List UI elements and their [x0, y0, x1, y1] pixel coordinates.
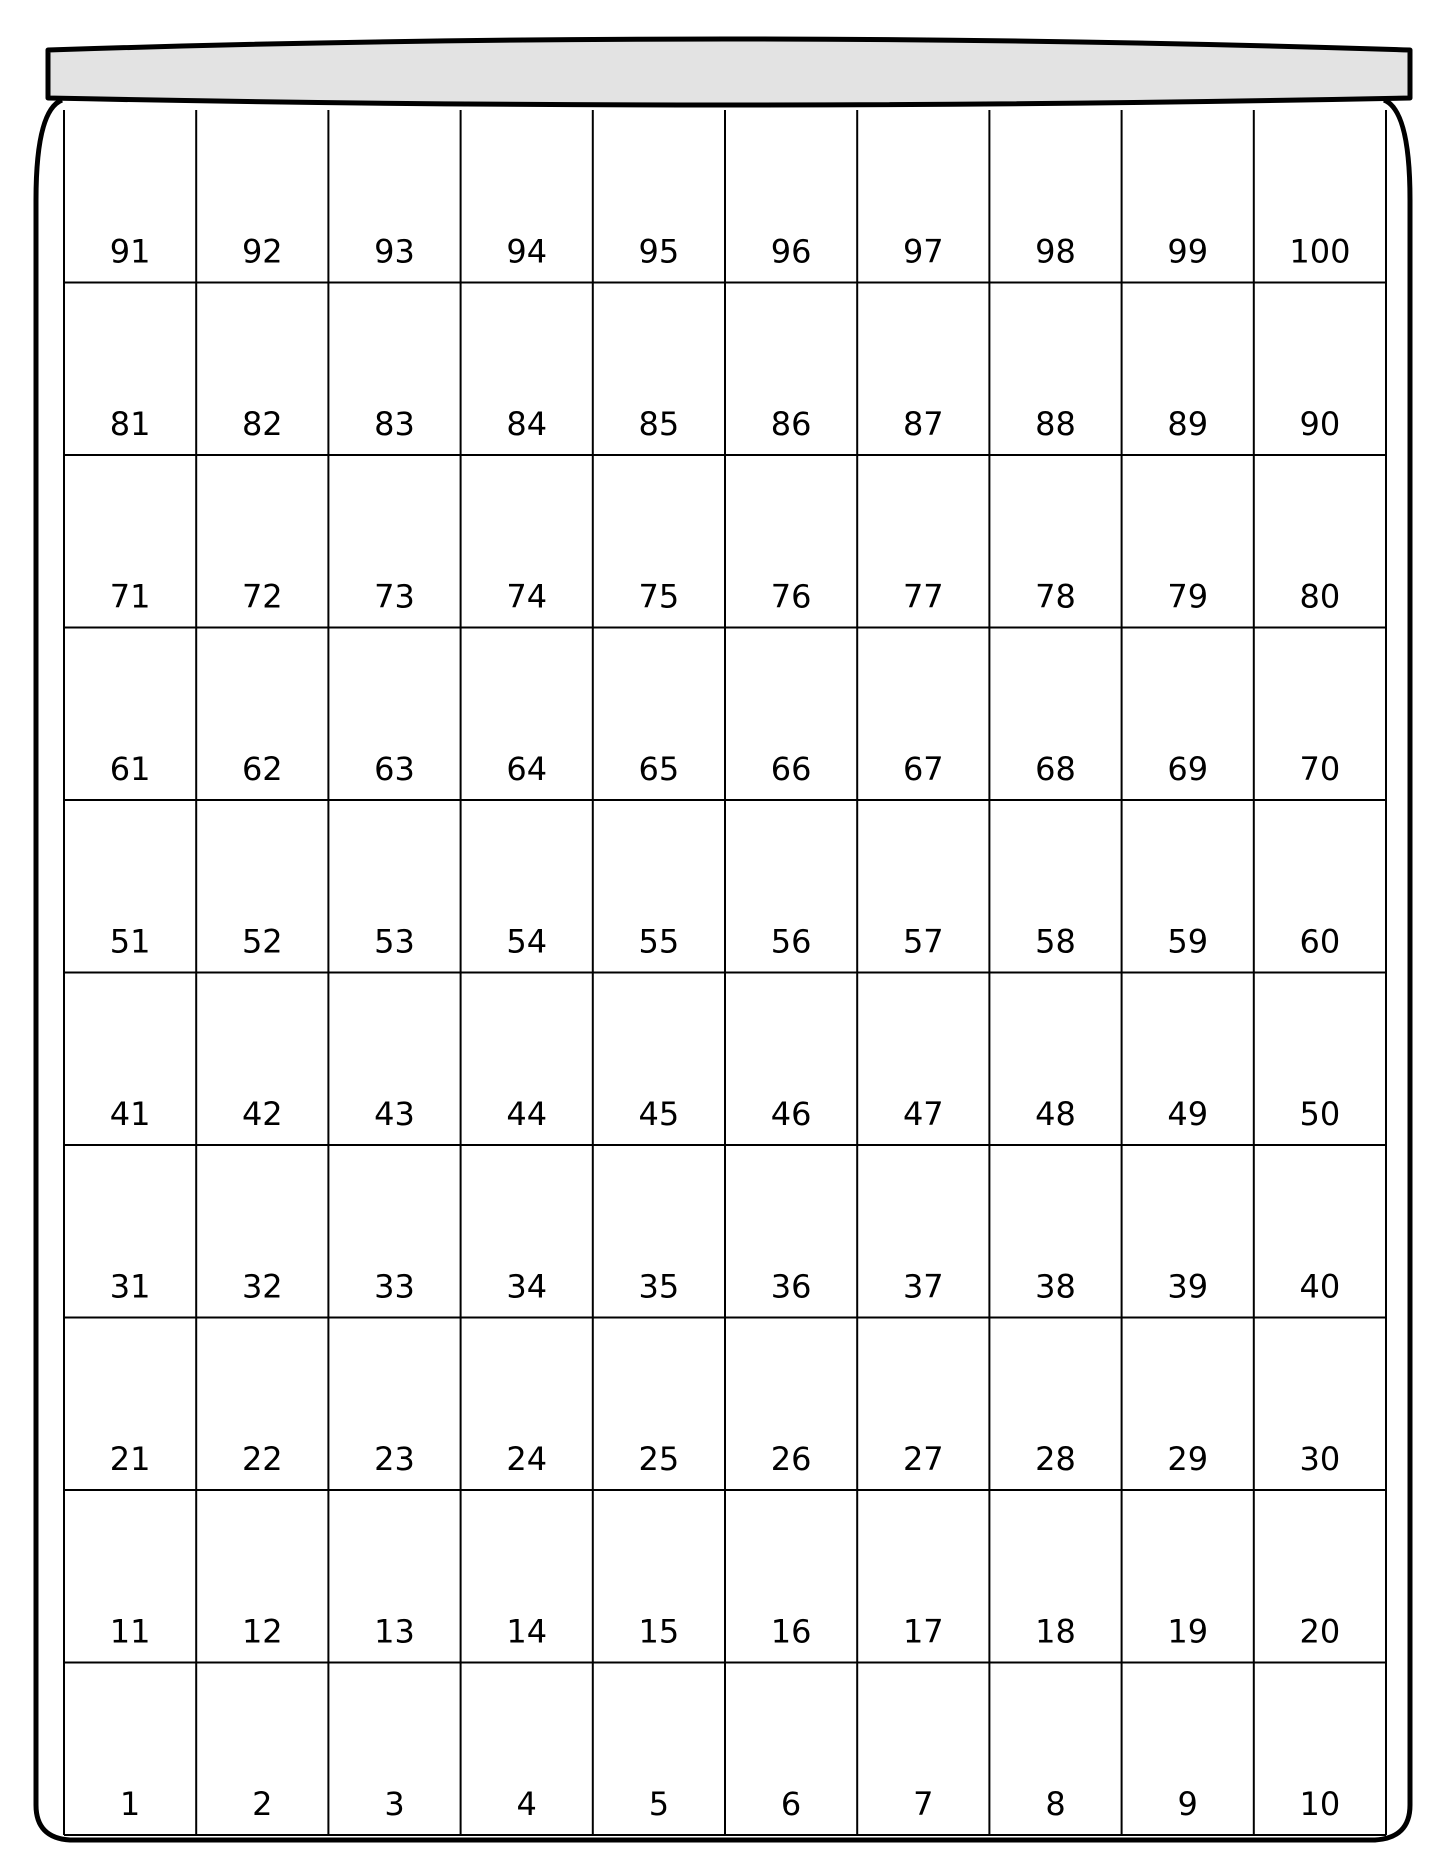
grid-cell-number: 78: [1035, 577, 1076, 616]
grid-cell-number: 10: [1299, 1785, 1341, 1823]
grid-cell-number: 64: [506, 750, 548, 788]
grid-cell-number: 90: [1299, 405, 1341, 443]
grid-cell-number: 55: [638, 922, 680, 961]
grid-cell-number: 83: [374, 405, 415, 443]
grid-cell-number: 30: [1299, 1440, 1341, 1478]
grid-cell-number: 59: [1167, 922, 1209, 961]
grid-cell-number: 26: [770, 1440, 812, 1478]
grid-cell-number: 63: [374, 750, 415, 788]
grid-cell-number: 96: [770, 232, 812, 271]
grid-cell-number: 98: [1035, 232, 1076, 271]
jar-lid: [48, 39, 1410, 105]
grid-cell-number: 88: [1035, 405, 1076, 443]
grid-cell-number: 73: [374, 577, 415, 616]
grid-cell-number: 85: [638, 405, 680, 443]
grid-cell-number: 3: [384, 1785, 405, 1823]
grid-cell-number: 66: [770, 750, 812, 788]
grid-cell-number: 51: [109, 922, 151, 961]
grid-cell-number: 20: [1299, 1612, 1341, 1651]
grid-cell-number: 11: [109, 1612, 151, 1651]
grid-cell-number: 9: [1177, 1785, 1198, 1823]
grid-cell-number: 94: [506, 232, 548, 271]
grid-cell-number: 48: [1035, 1095, 1076, 1133]
grid-cell-number: 52: [241, 922, 283, 961]
grid-cell-number: 79: [1167, 577, 1209, 616]
grid-cell-number: 62: [241, 750, 283, 788]
grid-cell-number: 6: [780, 1785, 802, 1823]
grid-cell-number: 40: [1299, 1267, 1341, 1306]
grid-cell-number: 92: [241, 232, 283, 271]
grid-cell-number: 44: [506, 1095, 548, 1133]
grid-cell-number: 24: [506, 1440, 548, 1478]
grid-cell-number: 61: [109, 750, 151, 788]
number-grid: [64, 110, 1386, 1835]
grid-cell-number: 5: [648, 1785, 670, 1823]
grid-cell-number: 75: [638, 577, 680, 616]
grid-cell-number: 95: [638, 232, 680, 271]
grid-cell-number: 19: [1167, 1612, 1209, 1651]
grid-cell-number: 91: [109, 232, 151, 271]
grid-cell-number: 32: [241, 1267, 283, 1306]
grid-cell-number: 100: [1289, 232, 1351, 271]
grid-cell-number: 18: [1035, 1612, 1076, 1651]
grid-cell-number: 14: [506, 1612, 548, 1651]
grid-cell-number: 21: [109, 1440, 151, 1478]
grid-cell-number: 42: [241, 1095, 283, 1133]
grid-cell-number: 23: [374, 1440, 415, 1478]
grid-cell-number: 47: [902, 1095, 944, 1133]
grid-cell-number: 1: [119, 1785, 141, 1823]
grid-cell-number: 39: [1167, 1267, 1209, 1306]
grid-cell-number: 53: [374, 922, 415, 961]
grid-cell-number: 99: [1167, 232, 1209, 271]
grid-cell-number: 77: [902, 577, 944, 616]
grid-cell-number: 93: [374, 232, 415, 271]
grid-cell-number: 41: [109, 1095, 151, 1133]
grid-cell-number: 86: [770, 405, 812, 443]
grid-cell-number: 71: [109, 577, 151, 616]
grid-cell-number: 54: [506, 922, 548, 961]
grid-cell-number: 43: [374, 1095, 415, 1133]
grid-cell-number: 13: [374, 1612, 415, 1651]
jar-body-outline: [36, 100, 1410, 1840]
grid-cell-number: 46: [770, 1095, 812, 1133]
grid-cell-number: 97: [902, 232, 944, 271]
grid-cell-number: 50: [1299, 1095, 1341, 1133]
grid-cell-number: 7: [913, 1785, 934, 1823]
grid-cell-number: 27: [902, 1440, 944, 1478]
grid-cell-number: 45: [638, 1095, 680, 1133]
grid-cell-number: 82: [241, 405, 283, 443]
grid-cell-number: 8: [1045, 1785, 1066, 1823]
grid-cell-number: 28: [1035, 1440, 1076, 1478]
grid-cell-number: 16: [770, 1612, 812, 1651]
grid-cell-number: 25: [638, 1440, 680, 1478]
grid-cell-number: 68: [1035, 750, 1076, 788]
grid-cell-number: 31: [109, 1267, 151, 1306]
grid-cell-number: 65: [638, 750, 680, 788]
grid-cell-number: 57: [902, 922, 944, 961]
grid-cell-number: 72: [241, 577, 283, 616]
grid-cell-number: 2: [252, 1785, 273, 1823]
grid-cell-number: 35: [638, 1267, 680, 1306]
grid-cell-number: 60: [1299, 922, 1341, 961]
grid-cell-number: 4: [516, 1785, 537, 1823]
grid-cell-number: 84: [506, 405, 548, 443]
grid-cell-number: 36: [770, 1267, 812, 1306]
grid-cell-number: 15: [638, 1612, 680, 1651]
grid-cell-number: 56: [770, 922, 812, 961]
grid-cell-number: 49: [1167, 1095, 1209, 1133]
grid-cell-number: 80: [1299, 577, 1341, 616]
grid-cell-number: 70: [1299, 750, 1341, 788]
grid-cell-number: 17: [902, 1612, 944, 1651]
grid-cell-number: 81: [109, 405, 151, 443]
grid-cell-number: 58: [1035, 922, 1076, 961]
grid-cell-number: 33: [374, 1267, 415, 1306]
grid-cell-number: 69: [1167, 750, 1209, 788]
grid-cell-number: 87: [902, 405, 944, 443]
grid-cell-number: 12: [241, 1612, 283, 1651]
grid-cell-number: 76: [770, 577, 812, 616]
grid-cell-number: 67: [902, 750, 944, 788]
grid-cell-number: 34: [506, 1267, 548, 1306]
grid-cell-number: 38: [1035, 1267, 1076, 1306]
grid-cell-number: 74: [506, 577, 548, 616]
grid-cell-number: 22: [241, 1440, 283, 1478]
grid-cell-number: 29: [1167, 1440, 1209, 1478]
grid-cell-number: 89: [1167, 405, 1209, 443]
grid-cell-number: 37: [902, 1267, 944, 1306]
